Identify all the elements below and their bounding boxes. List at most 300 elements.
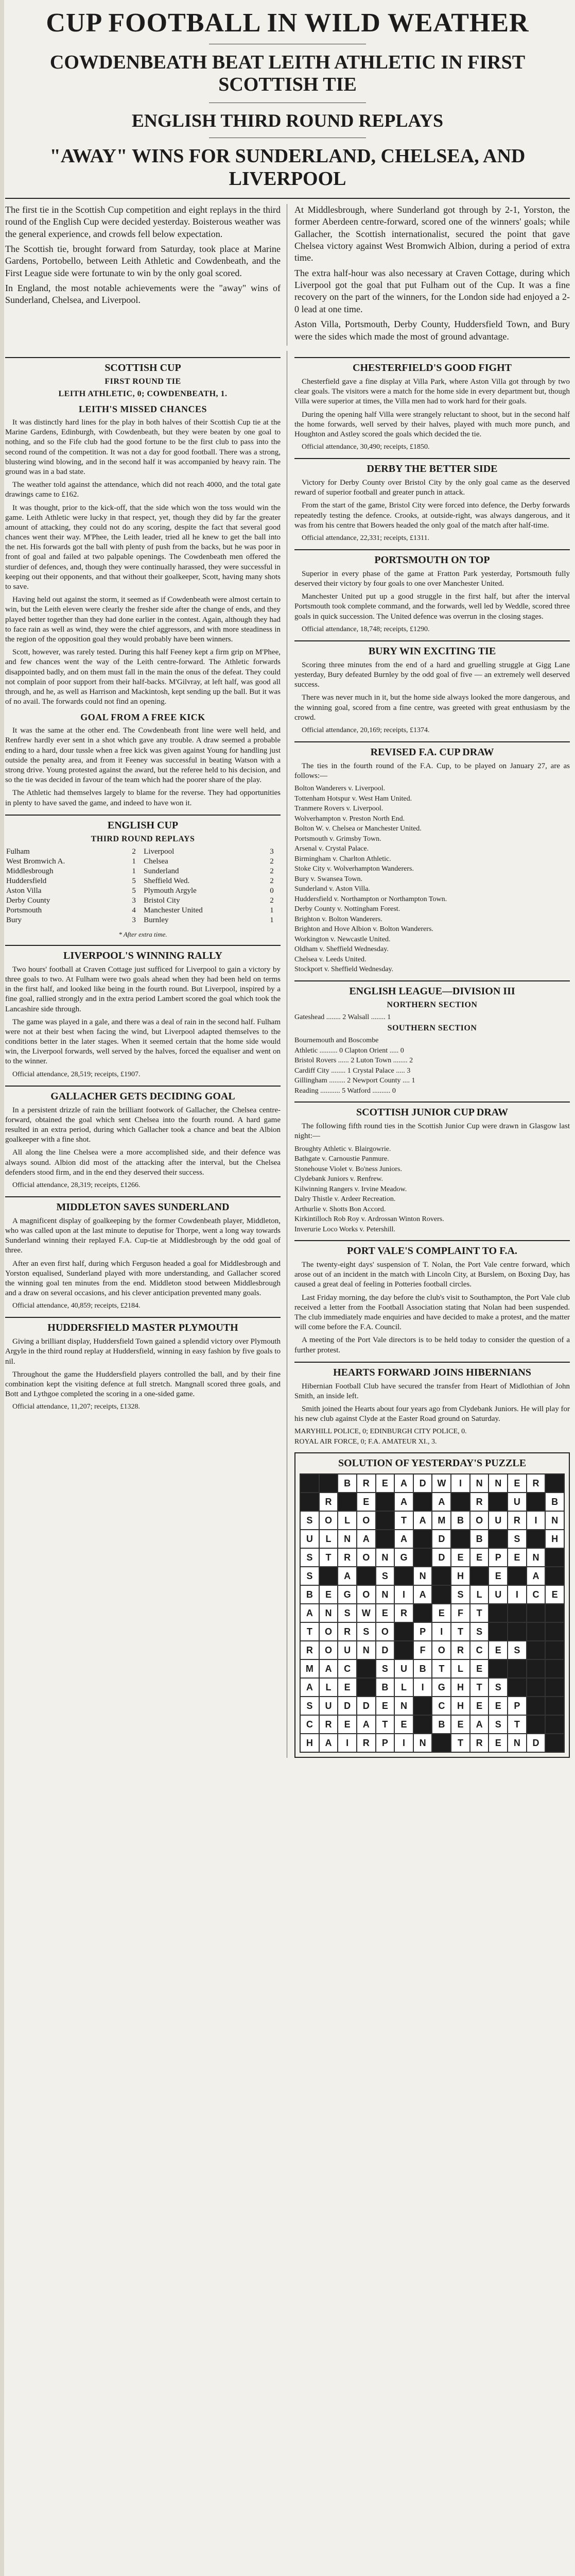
puzzle-cell: T (394, 1511, 413, 1530)
story-paragraph: From the start of the game, Bristol City were forced into defence, the Derby forwards repeatedly testing the defence. Crooks, at outside-right, was always dangerous, and it was from his centre that Bowers headed the only goal of the match after half-time. (294, 501, 570, 530)
away-score: 0 (270, 886, 274, 895)
story-paragraph: All along the line Chelsea were a more accomplished side, and their defence was always sound. Albion did most of the attacking after the interval, but the Chelsea defenders stood firm, and in the end they deserved their success. (5, 1148, 281, 1177)
puzzle-cell: N (508, 1734, 527, 1752)
puzzle-cell (527, 1604, 546, 1622)
puzzle-cell: W (432, 1474, 451, 1493)
intro-paragraph: The extra half-hour was also necessary at Craven Cottage, during which Liverpool got the goal that put Fulham out of the Cup. It was a fine recovery on the part of the winners, for the London side had enjoyed a 2-0 lead at one time. (294, 267, 570, 314)
puzzle-cell: E (432, 1604, 451, 1622)
puzzle-cell: P (376, 1734, 395, 1752)
away-score: 2 (270, 867, 274, 875)
home-score: 5 (132, 886, 136, 895)
puzzle-cell: T (432, 1659, 451, 1678)
story-paragraph: Manchester United put up a good struggle in the first half, but after the interval Portsmouth took complete command, and the forwards, well led by Weddle, scored three goals in quick succession. The United defence was overrun in the closing stages. (294, 592, 570, 621)
puzzle-cell: H (300, 1734, 319, 1752)
table-row (5, 886, 281, 896)
headline-main: CUP FOOTBALL IN WILD WEATHER (46, 8, 529, 38)
home-team: Bury (6, 916, 22, 924)
section-heading: ENGLISH CUP (5, 815, 281, 832)
story-paragraph: During the opening half Villa were strangely reluctant to shoot, but in the second half the home forwards, well served by their halves, played with much more punch, and Houghton and Astley scored the goals which decided the tie. (294, 410, 570, 438)
puzzle-cell: B (300, 1585, 319, 1604)
puzzle-cell: O (376, 1622, 395, 1641)
story-paragraph: Last Friday morning, the day before the club's visit to Southampton, the Port Vale club received a letter from the Football Association stating that Nolan had been suspended. The club immediately made enquiries and have decided to make a protest, and the matter will come before the F.A. Council. (294, 1293, 570, 1332)
away-score: 1 (270, 906, 274, 914)
puzzle-cell (545, 1659, 564, 1678)
story-paragraph: The weather told against the attendance, which did not reach 4000, and the total gate drawings came to £162. (5, 481, 281, 499)
puzzle-cell: S (338, 1604, 357, 1622)
intro-paragraph: The first tie in the Scottish Cup competition and eight replays in the third round of the English Cup were decided yesterday. Boisterous weather was the general experience, and crowds fell below expectation. (5, 204, 281, 239)
puzzle-cell: U (300, 1530, 319, 1548)
puzzle-cell (319, 1567, 338, 1585)
home-team: Huddersfield (6, 876, 47, 885)
puzzle-cell: S (300, 1548, 319, 1567)
away-team: Plymouth Argyle (144, 886, 197, 895)
puzzle-cell (376, 1530, 395, 1548)
puzzle-cell: D (376, 1641, 395, 1659)
story-paragraph: The ties in the fourth round of the F.A. Cup, to be played on January 27, are as follows:— (294, 761, 570, 780)
puzzle-cell: N (413, 1567, 432, 1585)
home-team: Middlesbrough (6, 867, 54, 875)
puzzle-cell: O (319, 1511, 338, 1530)
story-heading: PORTSMOUTH ON TOP (294, 549, 570, 566)
list-item: Derby County v. Nottingham Forest. (294, 905, 400, 913)
result-line: Bournemouth and Boscombe (294, 1037, 379, 1045)
puzzle-cell: O (357, 1511, 376, 1530)
attendance: Official attendance, 28,519; receipts, £1907. (12, 1070, 141, 1078)
story-paragraph: The Athletic had themselves largely to blame for the reverse. They had opportunities in plenty to have saved the game, and indeed to have won it. (5, 789, 281, 807)
away-team: Manchester United (144, 906, 203, 914)
puzzle-cell (413, 1548, 432, 1567)
table-row (5, 867, 281, 876)
story-paragraph: A magnificent display of goalkeeping by the former Cowdenbeath player, Middleton, who was called upon at the last minute to deputise for Thorpe, went a long way towards Sunderland winning their replayed F.A. Cup-tie at Middlesbrough by the odd goal of three. (5, 1216, 281, 1255)
puzzle-cell: R (319, 1493, 338, 1511)
puzzle-cell (357, 1678, 376, 1697)
puzzle-cell (545, 1604, 564, 1622)
puzzle-cell: R (508, 1511, 527, 1530)
puzzle-cell (527, 1530, 546, 1548)
home-score: 4 (132, 906, 136, 914)
puzzle-cell (413, 1715, 432, 1734)
story-paragraph: Throughout the game the Huddersfield players controlled the ball, and by their fine combination kept the visiting defence at full stretch. Mangnall scored three goals, and Bott and Lythgoe completed the scoring in a one-sided game. (5, 1370, 281, 1399)
home-score: 5 (132, 876, 136, 885)
story-paragraph: Chesterfield gave a fine display at Villa Park, where Aston Villa got through by two clear goals. The visitors were a match for the home side in every department but, though Villa were superior at times, the Villa men had to work hard for their goals. (294, 378, 570, 406)
home-team: Aston Villa (6, 886, 42, 895)
home-score: 1 (132, 857, 136, 866)
story-heading: HUDDERSFIELD MASTER PLYMOUTH (5, 1317, 281, 1334)
puzzle-cell: T (319, 1548, 338, 1567)
section-heading: SCOTTISH CUP (5, 357, 281, 374)
story-paragraph: Superior in every phase of the game at Fratton Park yesterday, Portsmouth fully deserved their victory by four goals to one over Manchester United. (294, 569, 570, 588)
puzzle-cell: A (300, 1678, 319, 1697)
home-score: 2 (132, 847, 136, 856)
headline-block (5, 0, 570, 199)
puzzle-cell: N (338, 1530, 357, 1548)
puzzle-cell: N (527, 1548, 546, 1567)
puzzle-cell: T (451, 1734, 470, 1752)
puzzle-cell: N (470, 1474, 489, 1493)
puzzle-cell (432, 1567, 451, 1585)
puzzle-cell: T (376, 1715, 395, 1734)
puzzle-cell: W (357, 1604, 376, 1622)
puzzle-cell: H (451, 1678, 470, 1697)
list-item: Stonehouse Violet v. Bo'ness Juniors. (294, 1165, 402, 1173)
puzzle-cell: C (470, 1641, 489, 1659)
list-item: Dalry Thistle v. Ardeer Recreation. (294, 1195, 396, 1204)
story-paragraph: Smith joined the Hearts about four years ago from Clydebank Juniors. He will play for his new club against Clyde at the Easter Road ground on Saturday. (294, 1405, 570, 1423)
table-row (5, 876, 281, 886)
headline-english: ENGLISH THIRD ROUND REPLAYS (131, 110, 444, 131)
list-item: Portsmouth v. Grimsby Town. (294, 835, 381, 843)
puzzle-cell (545, 1548, 564, 1567)
list-item: Brighton and Hove Albion v. Bolton Wanderers. (294, 925, 433, 934)
puzzle-cell: P (413, 1622, 432, 1641)
story-paragraph: It was the same at the other end. The Cowdenbeath front line were well held, and Renfrew hardly ever sent in a shot which gave any trouble. A draw seemed a probable ending to a hard, dour tussle when a free kick was given against Young for handling just outside the penalty area, and from it Feeney was successful in beating Watson with a strong drive. Young protested against the award, but the referee held to his decision, and so the tie was decided in favour of the team which had the poorer share of the play. (5, 726, 281, 785)
puzzle-cell (508, 1622, 527, 1641)
puzzle-cell: E (394, 1715, 413, 1734)
puzzle-cell: E (489, 1734, 508, 1752)
puzzle-cell: R (394, 1604, 413, 1622)
puzzle-cell: S (300, 1567, 319, 1585)
stories-right (294, 357, 570, 735)
story-subheading: GOAL FROM A FREE KICK (80, 712, 205, 723)
story-heading: BURY WIN EXCITING TIE (294, 640, 570, 657)
puzzle-cell (300, 1493, 319, 1511)
away-team: Sunderland (144, 867, 179, 875)
puzzle-cell: B (432, 1715, 451, 1734)
puzzle-cell (489, 1622, 508, 1641)
away-team: Burnley (144, 916, 169, 924)
puzzle-cell (432, 1585, 451, 1604)
result-line: Cardiff City ........ 1 Crystal Palace ..... 3 (294, 1066, 411, 1075)
puzzle-cell: G (394, 1548, 413, 1567)
story-heading: LIVERPOOL'S WINNING RALLY (5, 945, 281, 962)
intro-right (294, 204, 570, 346)
puzzle-cell: O (470, 1511, 489, 1530)
puzzle-cell (451, 1530, 470, 1548)
story-paragraph: It was thought, prior to the kick-off, that the side which won the toss would win the game. Leith Athletic were lucky in that respect, yet, though they did by far the greater amount of attacking, they could not do any scoring, despite the fact that several good chances went their way. M'Phee, the Leith leader, tried all he knew to get the ball into the net. His forwards got the ball with plenty of push from the backs, but he was poor in front of goal and failed at two palpable openings. The Cowdenbeath men offered the sturdier of defences, and, though they were continually harassed, they were successful in keeping out their opponents, and that without their goalkeeper, Scott, having many shots to save. (5, 503, 281, 591)
puzzle-cell: T (470, 1604, 489, 1622)
puzzle-cell: E (319, 1585, 338, 1604)
away-score: 2 (270, 876, 274, 885)
story-paragraph: A meeting of the Port Vale directors is to be held today to consider the question of a further protest. (294, 1336, 570, 1354)
story-heading: CHESTERFIELD'S GOOD FIGHT (294, 357, 570, 374)
fixture-line: ROYAL AIR FORCE, 0; F.A. AMATEUR XI., 3. (294, 1437, 437, 1446)
puzzle-cell: S (300, 1511, 319, 1530)
puzzle-cell: A (413, 1585, 432, 1604)
puzzle-cell: U (508, 1493, 527, 1511)
puzzle-cell: I (394, 1734, 413, 1752)
puzzle-cell: F (451, 1604, 470, 1622)
puzzle-cell: P (508, 1697, 527, 1715)
away-team: Liverpool (144, 847, 175, 856)
puzzle-cell: S (508, 1641, 527, 1659)
list-item: Huddersfield v. Northampton or Northampton Town. (294, 895, 447, 903)
puzzle-cell (545, 1474, 564, 1493)
story-paragraph: Scott, however, was rarely tested. During this half Feeney kept a firm grip on M'Phee, and few chances went the way of the Leith centre-forward. The Athletic forwards disappointed badly, and on them must fall in the main the onus of the defeat. They could not complain of poor support from their half-backs. M'Gilvray, at left half, was good all through, and he, as well as Harrison and Mackintosh, kept sending up the ball. But it was of no avail. The forwards could not find an opening. (5, 648, 281, 706)
headline-scottish: COWDENBEATH BEAT LEITH ATHLETIC IN FIRST SCOTTISH TIE (49, 51, 526, 96)
puzzle-cell: A (470, 1715, 489, 1734)
puzzle-cell: R (470, 1734, 489, 1752)
story-paragraph: Hibernian Football Club have secured the transfer from Heart of Midlothian of John Smith, an inside left. (294, 1382, 570, 1400)
puzzle-cell (489, 1659, 508, 1678)
result-line: Reading ........... 5 Watford .......... 0 (294, 1087, 396, 1095)
fixture-line: MARYHILL POLICE, 0; EDINBURGH CITY POLICE, 0. (294, 1428, 467, 1436)
puzzle-cell (394, 1641, 413, 1659)
list-item: Clydebank Juniors v. Renfrew. (294, 1175, 383, 1183)
table-row (5, 857, 281, 867)
puzzle-cell: R (357, 1734, 376, 1752)
home-team: Fulham (6, 847, 30, 856)
puzzle-cell: O (319, 1641, 338, 1659)
list-item: Sunderland v. Aston Villa. (294, 885, 370, 893)
puzzle-cell (413, 1697, 432, 1715)
story-paragraph: Having held out against the storm, it seemed as if Cowdenbeath were almost certain to win, but the Leith eleven were clearly the fresher side after the change of ends, and they played better together than they had done earlier in the contest. Again, although they had to face rain as well as wind, they were the chief aggressors, and with more steadiness in the region of the opposition goal they would probably have been winners. (5, 596, 281, 643)
puzzle-cell: I (413, 1678, 432, 1697)
puzzle-cell: L (319, 1678, 338, 1697)
section-heading: SCOTTISH JUNIOR CUP DRAW (294, 1101, 570, 1118)
puzzle-cell: I (394, 1585, 413, 1604)
puzzle-cell: A (413, 1511, 432, 1530)
attendance: Official attendance, 22,331; receipts, £1311. (302, 534, 430, 542)
puzzle-cell (508, 1678, 527, 1697)
headline-away-wins: "AWAY" WINS FOR SUNDERLAND, CHELSEA, AND LIVERPOOL (49, 145, 526, 190)
puzzle-cell: O (357, 1585, 376, 1604)
story-paragraph: It was distinctly hard lines for the play in both halves of their Scottish Cup tie at the Marine Gardens, Edinburgh, with Cowdenbeath, but they were beaten by one goal to nothing, and so the Fife club had the good fortune to be the first club to pass into the second round of the competition. It was not a day for good football. There was a strong, blustering wind blowing, and in the second half it was accompanied by heavy rain. The ground was in a bad state. (5, 418, 281, 476)
right-column (294, 351, 570, 1758)
table-row (5, 916, 281, 925)
puzzle-cell: S (357, 1622, 376, 1641)
puzzle-cell: E (451, 1715, 470, 1734)
section-heading: ENGLISH LEAGUE—DIVISION III (294, 980, 570, 997)
away-team: Sheffield Wed. (144, 876, 190, 885)
puzzle-cell (489, 1530, 508, 1548)
list-item: Stoke City v. Wolverhampton Wanderers. (294, 865, 414, 873)
puzzle-cell: R (338, 1622, 357, 1641)
puzzle-cell: N (319, 1604, 338, 1622)
stories-left (5, 945, 281, 1412)
results-table (5, 847, 281, 925)
extra-time-note: * After extra time. (118, 930, 167, 938)
section-subheading: THIRD ROUND REPLAYS (91, 834, 195, 843)
puzzle-cell (527, 1715, 546, 1734)
attendance: Official attendance, 40,859; receipts, £2184. (12, 1302, 141, 1310)
puzzle-cell: E (489, 1567, 508, 1585)
table-row (5, 896, 281, 906)
puzzle-cell (300, 1474, 319, 1493)
puzzle-grid (300, 1473, 565, 1753)
puzzle-cell: L (394, 1678, 413, 1697)
section-heading: REVISED F.A. CUP DRAW (294, 741, 570, 758)
puzzle-cell: F (413, 1641, 432, 1659)
story-paragraph: Giving a brilliant display, Huddersfield Town gained a splendid victory over Plymouth Argyle in the third round replay at Huddersfield, winning in easy fashion by five goals to nil. (5, 1337, 281, 1366)
story-paragraph: In a persistent drizzle of rain the brilliant footwork of Gallacher, the Chelsea centre-forward, obtained the goal which sent Chelsea into the fourth round. A hard game resulted in an extra period, during which Gallacher took a chance and beat the Albion goalkeeper with a fine shot. (5, 1106, 281, 1144)
intro-paragraph: The Scottish tie, brought forward from Saturday, took place at Marine Gardens, Portobello, between Leith Athletic and Cowdenbeath, and the First League side were fortunate to win by the only goal scored. (5, 243, 281, 278)
away-score: 2 (270, 857, 274, 866)
puzzle-cell: L (338, 1511, 357, 1530)
puzzle-cell: O (432, 1641, 451, 1659)
attendance: Official attendance, 20,169; receipts, £1374. (302, 726, 430, 734)
puzzle-cell: B (338, 1474, 357, 1493)
story-heading: LEITH'S MISSED CHANCES (78, 404, 207, 415)
puzzle-cell: U (394, 1659, 413, 1678)
list-item: Arsenal v. Crystal Palace. (294, 845, 369, 853)
puzzle-cell: E (376, 1697, 395, 1715)
puzzle-cell: N (394, 1697, 413, 1715)
list-item: Wolverhampton v. Preston North End. (294, 815, 405, 823)
puzzle-title: SOLUTION OF YESTERDAY'S PUZZLE (338, 1458, 527, 1469)
story-paragraph: The twenty-eight days' suspension of T. Nolan, the Port Vale centre forward, which arose out of an incident in the match with Lincoln City, at Burslem, on Boxing Day, has caused a great deal of feeling in Potteries football circles. (294, 1261, 570, 1289)
puzzle-cell (470, 1567, 489, 1585)
puzzle-cell (489, 1493, 508, 1511)
puzzle-cell (413, 1530, 432, 1548)
puzzle-cell (527, 1678, 546, 1697)
results-list (294, 1036, 570, 1095)
section-subheading: FIRST ROUND TIE (104, 377, 181, 386)
puzzle-cell: E (489, 1697, 508, 1715)
results-list (294, 1013, 570, 1022)
puzzle-cell: T (470, 1678, 489, 1697)
puzzle-cell: C (300, 1715, 319, 1734)
intro-left (5, 204, 287, 346)
puzzle-cell: G (338, 1585, 357, 1604)
puzzle-cell: H (451, 1697, 470, 1715)
home-score: 3 (132, 916, 136, 924)
puzzle-cell: N (376, 1585, 395, 1604)
puzzle-cell: O (357, 1548, 376, 1567)
puzzle-cell: N (376, 1548, 395, 1567)
puzzle-cell: R (470, 1493, 489, 1511)
section-heading: HEARTS FORWARD JOINS HIBERNIANS (294, 1362, 570, 1379)
puzzle-cell: A (394, 1493, 413, 1511)
puzzle-cell: I (338, 1734, 357, 1752)
puzzle-cell (357, 1567, 376, 1585)
story-paragraph: The game was played in a gale, and there was a deal of rain in the second half. Fulham were not at their best when facing the wind, but Liverpool adapted themselves to the conditions better in the later stages. When it seemed certain that the home side would win, the Liverpool forwards, well served by the halves, forced the equaliser and went on to the winner. (5, 1018, 281, 1066)
puzzle-cell: B (470, 1530, 489, 1548)
puzzle-cell: D (527, 1734, 546, 1752)
section-subheading: SOUTHERN SECTION (387, 1024, 477, 1033)
puzzle-cell (357, 1659, 376, 1678)
puzzle-cell: A (527, 1567, 546, 1585)
intro-paragraph: At Middlesbrough, where Sunderland got through by 2-1, Yorston, the former Aberdeen centre-forward, scored one of the winners' goals; while Gallacher, the Scottish internationalist, secured the point that gave Chelsea victory against West Bromwich Albion, during a period of extra time. (294, 204, 570, 263)
puzzle-cell: R (451, 1641, 470, 1659)
puzzle-cell: L (470, 1585, 489, 1604)
puzzle-cell: L (319, 1530, 338, 1548)
score-line: LEITH ATHLETIC, 0; COWDENBEATH, 1. (58, 389, 228, 399)
puzzle-cell: U (489, 1585, 508, 1604)
puzzle-cell: E (470, 1697, 489, 1715)
result-line: Gillingham ......... 2 Newport County .... 1 (294, 1077, 415, 1085)
list-item: Tranmere Rovers v. Liverpool. (294, 805, 384, 813)
puzzle-cell: S (489, 1715, 508, 1734)
puzzle-cell: E (545, 1585, 564, 1604)
away-score: 2 (270, 896, 274, 905)
list-item: Arthurlie v. Shotts Bon Accord. (294, 1205, 386, 1213)
puzzle-cell (489, 1604, 508, 1622)
puzzle-cell: A (394, 1474, 413, 1493)
list-item: Tottenham Hotspur v. West Ham United. (294, 794, 412, 803)
puzzle-cell: T (508, 1715, 527, 1734)
intro-paragraph: Aston Villa, Portsmouth, Derby County, Huddersfield Town, and Bury were the sides which made the most of ground advantage. (294, 319, 570, 342)
list-item: Bury v. Swansea Town. (294, 875, 363, 883)
puzzle-cell: S (470, 1622, 489, 1641)
result-line: Gateshead ........ 2 Walsall ........ 1 (294, 1013, 391, 1021)
puzzle-cell: B (376, 1678, 395, 1697)
puzzle-cell: P (489, 1548, 508, 1567)
story-paragraph: Two hours' football at Craven Cottage just sufficed for Liverpool to gain a victory by three goals to two. At Fulham were two goals ahead when they had been held on terms in the first half, and looked like being in the fourth round. But Liverpool, inspired by a fine goal, rallied strongly and in the extra period Lambert scored the goal which took the Lancashire side through. (5, 965, 281, 1013)
puzzle-cell (338, 1493, 357, 1511)
home-team: Derby County (6, 896, 50, 905)
puzzle-cell: M (432, 1511, 451, 1530)
puzzle-cell: A (432, 1493, 451, 1511)
list-item: Chelsea v. Leeds United. (294, 955, 367, 963)
list-item: Birmingham v. Charlton Athletic. (294, 855, 391, 863)
puzzle-cell: E (357, 1493, 376, 1511)
list-item: Oldham v. Sheffield Wednesday. (294, 945, 389, 954)
puzzle-cell: E (508, 1548, 527, 1567)
away-score: 3 (270, 847, 274, 856)
puzzle-cell (527, 1697, 546, 1715)
story-heading: MIDDLETON SAVES SUNDERLAND (5, 1196, 281, 1213)
puzzle-cell: A (319, 1659, 338, 1678)
puzzle-cell: E (451, 1548, 470, 1567)
table-row (5, 847, 281, 857)
puzzle-cell: N (413, 1734, 432, 1752)
puzzle-cell: L (451, 1659, 470, 1678)
story-heading: GALLACHER GETS DECIDING GOAL (5, 1086, 281, 1103)
puzzle-cell (527, 1493, 546, 1511)
puzzle-cell: D (338, 1697, 357, 1715)
puzzle-cell (527, 1659, 546, 1678)
home-score: 1 (132, 867, 136, 875)
list-item: Kilwinning Rangers v. Irvine Meadow. (294, 1185, 407, 1193)
list-item: Broughty Athletic v. Blairgowrie. (294, 1145, 391, 1153)
puzzle-cell: T (451, 1622, 470, 1641)
away-score: 1 (270, 916, 274, 924)
list-item: Bathgate v. Carnoustie Panmure. (294, 1155, 389, 1163)
puzzle-cell: R (338, 1548, 357, 1567)
puzzle-cell (508, 1659, 527, 1678)
puzzle-cell: I (508, 1585, 527, 1604)
section-subheading: NORTHERN SECTION (387, 1000, 478, 1009)
puzzle-cell: E (376, 1604, 395, 1622)
puzzle-cell: R (319, 1715, 338, 1734)
page-margin (0, 0, 4, 2576)
list-item: Bolton Wanderers v. Liverpool. (294, 785, 386, 793)
puzzle-cell: I (527, 1511, 546, 1530)
home-team: Portsmouth (6, 906, 42, 914)
puzzle-cell (545, 1734, 564, 1752)
list-item: Bolton W. v. Chelsea or Manchester United. (294, 825, 422, 833)
puzzle-cell: H (545, 1530, 564, 1548)
puzzle-cell: R (357, 1474, 376, 1493)
puzzle-cell (545, 1715, 564, 1734)
puzzle-cell: A (300, 1604, 319, 1622)
puzzle-cell (413, 1604, 432, 1622)
attendance: Official attendance, 28,319; receipts, £1266. (12, 1181, 141, 1189)
puzzle-box (294, 1452, 570, 1758)
puzzle-cell: C (338, 1659, 357, 1678)
puzzle-cell: T (300, 1622, 319, 1641)
puzzle-cell: H (451, 1567, 470, 1585)
attendance: Official attendance, 18,748; receipts, £1290. (302, 625, 430, 633)
puzzle-cell (545, 1567, 564, 1585)
intro-paragraph: In England, the most notable achievements were the "away" wins of Sunderland, Chelsea, and Liverpool. (5, 283, 281, 306)
story-paragraph: After an even first half, during which Ferguson headed a goal for Middlesbrough and Yorston equalised, Sunderland played with more understanding, and Gallacher scored the winning goal ten minutes from the end. Middleton stood between Middlesbrough and a draw on several occasions, and his clever anticipation prevented many goals. (5, 1259, 281, 1298)
puzzle-cell: A (394, 1530, 413, 1548)
puzzle-cell: I (432, 1622, 451, 1641)
puzzle-cell (545, 1641, 564, 1659)
puzzle-cell: S (376, 1659, 395, 1678)
puzzle-cell: D (432, 1548, 451, 1567)
